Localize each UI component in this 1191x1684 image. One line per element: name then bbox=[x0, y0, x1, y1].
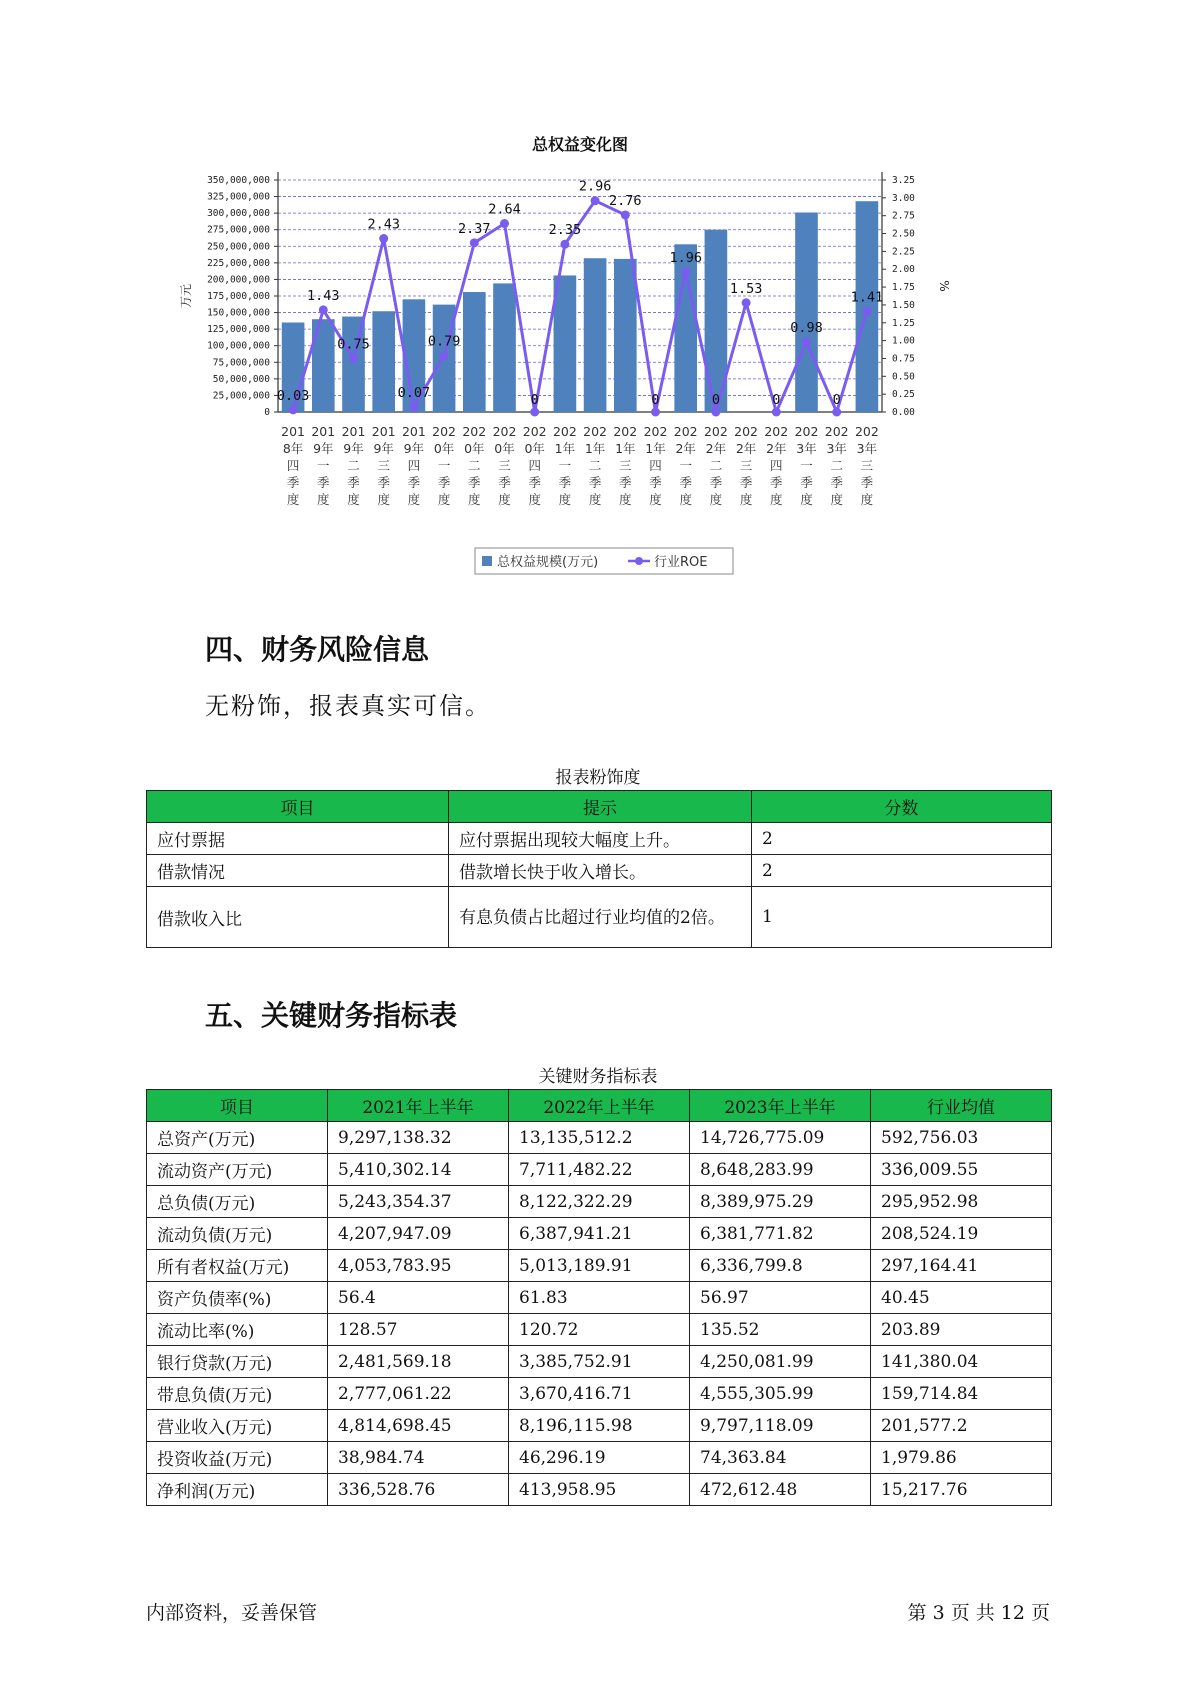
right-axis-tick-label: 2.75 bbox=[892, 210, 915, 222]
key-indicators-table-cell: 56.97 bbox=[690, 1282, 871, 1314]
x-axis-tick-label: 202 0年二季度 bbox=[462, 424, 487, 507]
key-indicators-table-cell: 8,122,322.29 bbox=[509, 1186, 690, 1218]
chart-title: 总权益变化图 bbox=[531, 135, 629, 154]
key-indicators-table-cell: 流动比率(%) bbox=[147, 1314, 328, 1346]
left-axis-tick-label: 250,000,000 bbox=[207, 241, 270, 253]
right-axis-tick-label: 1.00 bbox=[892, 335, 915, 347]
roe-data-label: 2.64 bbox=[488, 201, 521, 218]
table-row bbox=[147, 1282, 1052, 1314]
key-indicators-table-cell: 159,714.84 bbox=[871, 1378, 1052, 1410]
key-indicators-table-header-cell: 2023年上半年 bbox=[690, 1090, 871, 1122]
roe-data-label: 0 bbox=[832, 392, 841, 408]
roe-point bbox=[500, 219, 509, 228]
key-indicators-table-cell: 7,711,482.22 bbox=[509, 1154, 690, 1186]
key-indicators-table-cell: 营业收入(万元) bbox=[147, 1410, 328, 1442]
equity-bar bbox=[795, 212, 818, 412]
right-axis-tick-label: 3.25 bbox=[892, 175, 915, 186]
key-indicators-table-cell: 8,389,975.29 bbox=[690, 1186, 871, 1218]
key-indicators-table-cell: 投资收益(万元) bbox=[147, 1442, 328, 1474]
roe-point bbox=[711, 408, 720, 417]
section4-paragraph: 无粉饰，报表真实可信。 bbox=[205, 692, 491, 720]
roe-point bbox=[742, 298, 751, 307]
x-axis-tick-label: 202 0年四季度 bbox=[522, 424, 547, 507]
key-indicators-table-header-cell: 项目 bbox=[147, 1090, 328, 1122]
key-indicators-table-cell: 带息负债(万元) bbox=[147, 1378, 328, 1410]
x-axis-tick-label: 202 2年二季度 bbox=[703, 424, 728, 507]
equity-bar bbox=[493, 283, 516, 412]
key-indicators-table-cell: 2,481,569.18 bbox=[328, 1346, 509, 1378]
key-indicators-table-cell: 40.45 bbox=[871, 1282, 1052, 1314]
x-axis-tick-label: 202 1年一季度 bbox=[552, 424, 577, 507]
left-axis-tick-label: 325,000,000 bbox=[207, 191, 270, 203]
x-axis-tick-label: 201 9年三季度 bbox=[371, 424, 396, 507]
roe-point bbox=[379, 234, 388, 243]
left-axis-tick-label: 75,000,000 bbox=[212, 357, 270, 369]
roe-point bbox=[681, 268, 690, 277]
left-axis-tick-label: 100,000,000 bbox=[207, 340, 270, 352]
left-axis-tick-label: 350,000,000 bbox=[207, 175, 270, 186]
key-indicators-table-cell: 8,196,115.98 bbox=[509, 1410, 690, 1442]
left-axis-tick-label: 125,000,000 bbox=[207, 324, 270, 336]
roe-data-label: 0.98 bbox=[790, 320, 823, 337]
right-axis-tick-label: 2.50 bbox=[892, 228, 915, 240]
key-indicators-table-cell: 295,952.98 bbox=[871, 1186, 1052, 1218]
legend-line-marker bbox=[635, 557, 643, 565]
key-indicators-table-cell: 46,296.19 bbox=[509, 1442, 690, 1474]
roe-point bbox=[802, 338, 811, 347]
roe-point bbox=[319, 305, 328, 314]
x-axis-tick-label: 202 3年三季度 bbox=[854, 424, 879, 507]
table-row bbox=[147, 1218, 1052, 1250]
key-indicators-table-cell: 208,524.19 bbox=[871, 1218, 1052, 1250]
key-indicators-table-cell: 4,555,305.99 bbox=[690, 1378, 871, 1410]
key-indicators-table-cell: 592,756.03 bbox=[871, 1122, 1052, 1154]
key-indicators-table-cell: 141,380.04 bbox=[871, 1346, 1052, 1378]
key-indicators-table-cell: 6,381,771.82 bbox=[690, 1218, 871, 1250]
table-row bbox=[147, 887, 1052, 948]
legend-line-label: 行业ROE bbox=[654, 555, 708, 570]
roe-data-label: 0.79 bbox=[427, 333, 461, 350]
key-indicators-table-cell: 5,013,189.91 bbox=[509, 1250, 690, 1282]
equity-change-chart bbox=[170, 130, 1030, 590]
key-indicators-table-header-cell: 2021年上半年 bbox=[328, 1090, 509, 1122]
right-axis-tick-label: 0.25 bbox=[892, 389, 915, 401]
key-indicators-table-cell: 4,250,081.99 bbox=[690, 1346, 871, 1378]
window-dressing-table bbox=[146, 790, 1052, 948]
key-indicators-table-cell: 4,207,947.09 bbox=[328, 1218, 509, 1250]
footer-confidential: 内部资料，妥善保管 bbox=[146, 1602, 318, 1624]
key-indicators-table-cell: 流动负债(万元) bbox=[147, 1218, 328, 1250]
legend-bar-label: 总权益规模(万元) bbox=[497, 555, 599, 570]
section4-heading: 四、财务风险信息 bbox=[205, 633, 430, 666]
window-dressing-table-cell: 应付票据 bbox=[147, 823, 449, 855]
x-axis-tick-label: 202 3年一季度 bbox=[794, 424, 819, 507]
roe-data-label: 2.96 bbox=[578, 178, 612, 195]
key-indicators-table-cell: 6,336,799.8 bbox=[690, 1250, 871, 1282]
key-indicators-table-cell: 56.4 bbox=[328, 1282, 509, 1314]
left-axis-tick-label: 275,000,000 bbox=[207, 224, 270, 236]
key-indicators-table-cell: 所有者权益(万元) bbox=[147, 1250, 328, 1282]
window-dressing-table-cell: 有息负债占比超过行业均值的2倍。 bbox=[449, 887, 752, 948]
key-indicators-table-cell: 203.89 bbox=[871, 1314, 1052, 1346]
roe-data-label: 0 bbox=[530, 392, 539, 408]
key-indicators-table-header-cell: 行业均值 bbox=[871, 1090, 1052, 1122]
key-indicators-table-cell: 5,243,354.37 bbox=[328, 1186, 509, 1218]
left-axis-tick-label: 25,000,000 bbox=[212, 390, 270, 402]
key-indicators-table bbox=[146, 1089, 1052, 1506]
table-row bbox=[147, 1154, 1052, 1186]
roe-data-label: 1.43 bbox=[307, 287, 340, 304]
roe-data-label: 1.41 bbox=[850, 289, 884, 306]
key-indicators-table-cell: 总负债(万元) bbox=[147, 1186, 328, 1218]
roe-data-label: 0.75 bbox=[337, 336, 370, 353]
key-indicators-table-caption: 关键财务指标表 bbox=[538, 1067, 658, 1087]
key-indicators-table-cell: 8,648,283.99 bbox=[690, 1154, 871, 1186]
roe-point bbox=[591, 196, 600, 205]
key-indicators-table-cell: 336,528.76 bbox=[328, 1474, 509, 1506]
roe-point bbox=[651, 408, 660, 417]
window-dressing-table-header-cell: 分数 bbox=[752, 791, 1052, 823]
x-axis-tick-label: 202 2年四季度 bbox=[764, 424, 789, 507]
key-indicators-table-cell: 3,385,752.91 bbox=[509, 1346, 690, 1378]
left-axis-tick-label: 175,000,000 bbox=[207, 291, 270, 302]
roe-data-label: 0.03 bbox=[276, 387, 310, 404]
right-axis-tick-label: 2.25 bbox=[892, 246, 915, 258]
x-axis-tick-label: 201 9年四季度 bbox=[401, 424, 426, 507]
roe-data-label: 1.96 bbox=[669, 250, 702, 267]
key-indicators-table-cell: 413,958.95 bbox=[509, 1474, 690, 1506]
key-indicators-table-cell: 4,814,698.45 bbox=[328, 1410, 509, 1442]
table-row bbox=[147, 1122, 1052, 1154]
roe-point bbox=[470, 238, 479, 247]
key-indicators-table-cell: 297,164.41 bbox=[871, 1250, 1052, 1282]
window-dressing-table-cell: 借款收入比 bbox=[147, 887, 449, 948]
right-axis-tick-label: 3.00 bbox=[892, 192, 915, 204]
equity-bar bbox=[372, 311, 395, 412]
roe-point bbox=[349, 354, 358, 363]
key-indicators-table-cell: 13,135,512.2 bbox=[509, 1122, 690, 1154]
window-dressing-table-cell: 应付票据出现较大幅度上升。 bbox=[449, 823, 752, 855]
roe-data-label: 0 bbox=[651, 392, 660, 408]
table-row bbox=[147, 1474, 1052, 1506]
key-indicators-table-cell: 流动资产(万元) bbox=[147, 1154, 328, 1186]
table-row bbox=[147, 823, 1052, 855]
window-dressing-table-header-cell: 提示 bbox=[449, 791, 752, 823]
x-axis-tick-label: 202 1年三季度 bbox=[613, 424, 638, 507]
left-axis-tick-label: 300,000,000 bbox=[207, 208, 270, 220]
x-axis-tick-label: 201 9年二季度 bbox=[341, 424, 366, 507]
roe-data-label: 0 bbox=[772, 392, 781, 408]
right-axis-tick-label: 2.00 bbox=[892, 264, 915, 276]
equity-bar bbox=[463, 292, 486, 412]
left-axis-tick-label: 150,000,000 bbox=[207, 307, 270, 319]
right-axis-tick-label: 1.25 bbox=[892, 317, 915, 329]
key-indicators-table-cell: 128.57 bbox=[328, 1314, 509, 1346]
x-axis-tick-label: 202 3年二季度 bbox=[824, 424, 849, 507]
roe-data-label: 2.37 bbox=[458, 220, 491, 237]
roe-point bbox=[862, 307, 871, 316]
roe-data-label: 1.53 bbox=[729, 280, 763, 297]
window-dressing-table-header-cell: 项目 bbox=[147, 791, 449, 823]
right-axis-label: % bbox=[937, 280, 951, 292]
key-indicators-table-cell: 2,777,061.22 bbox=[328, 1378, 509, 1410]
left-axis-tick-label: 0 bbox=[264, 407, 270, 418]
roe-point bbox=[409, 403, 418, 412]
key-indicators-table-cell: 61.83 bbox=[509, 1282, 690, 1314]
left-axis-tick-label: 200,000,000 bbox=[207, 274, 270, 286]
right-axis-tick-label: 0.50 bbox=[892, 371, 915, 383]
equity-bar bbox=[856, 201, 879, 412]
x-axis-tick-label: 201 8年四季度 bbox=[281, 424, 306, 507]
roe-point bbox=[560, 240, 569, 249]
window-dressing-table-cell: 2 bbox=[752, 823, 1052, 855]
key-indicators-table-cell: 38,984.74 bbox=[328, 1442, 509, 1474]
key-indicators-table-cell: 5,410,302.14 bbox=[328, 1154, 509, 1186]
roe-data-label: 2.35 bbox=[548, 222, 582, 239]
left-axis-tick-label: 225,000,000 bbox=[207, 257, 270, 269]
window-dressing-table-caption: 报表粉饰度 bbox=[555, 768, 641, 788]
x-axis-tick-label: 202 1年四季度 bbox=[643, 424, 668, 507]
key-indicators-table-cell: 336,009.55 bbox=[871, 1154, 1052, 1186]
key-indicators-table-cell: 1,979.86 bbox=[871, 1442, 1052, 1474]
roe-point bbox=[832, 408, 841, 417]
legend-bar-swatch bbox=[482, 556, 492, 566]
roe-point bbox=[440, 351, 449, 360]
window-dressing-table-cell: 2 bbox=[752, 855, 1052, 887]
key-indicators-table-cell: 472,612.48 bbox=[690, 1474, 871, 1506]
roe-point bbox=[621, 210, 630, 219]
table-row bbox=[147, 1442, 1052, 1474]
key-indicators-table-cell: 银行贷款(万元) bbox=[147, 1346, 328, 1378]
section5-heading: 五、关键财务指标表 bbox=[205, 999, 458, 1032]
right-axis-tick-label: 0.75 bbox=[892, 353, 915, 365]
key-indicators-table-cell: 15,217.76 bbox=[871, 1474, 1052, 1506]
table-row bbox=[147, 1250, 1052, 1282]
x-axis-tick-label: 202 0年三季度 bbox=[492, 424, 517, 507]
x-axis-tick-label: 202 0年一季度 bbox=[432, 424, 457, 507]
x-axis-tick-label: 202 1年二季度 bbox=[583, 424, 608, 507]
key-indicators-table-cell: 3,670,416.71 bbox=[509, 1378, 690, 1410]
key-indicators-table-cell: 净利润(万元) bbox=[147, 1474, 328, 1506]
table-row bbox=[147, 1378, 1052, 1410]
right-axis-tick-label: 0.00 bbox=[892, 407, 915, 418]
x-axis-tick-label: 201 9年一季度 bbox=[311, 424, 336, 507]
key-indicators-table-cell: 14,726,775.09 bbox=[690, 1122, 871, 1154]
roe-point bbox=[772, 408, 781, 417]
key-indicators-table-cell: 74,363.84 bbox=[690, 1442, 871, 1474]
window-dressing-table-cell: 1 bbox=[752, 887, 1052, 948]
window-dressing-table-cell: 借款情况 bbox=[147, 855, 449, 887]
left-axis-tick-label: 50,000,000 bbox=[212, 373, 270, 385]
table-row bbox=[147, 1410, 1052, 1442]
footer-page-number: 第 3 页 共 12 页 bbox=[907, 1602, 1050, 1624]
key-indicators-table-cell: 120.72 bbox=[509, 1314, 690, 1346]
roe-point bbox=[289, 405, 298, 414]
key-indicators-table-cell: 9,797,118.09 bbox=[690, 1410, 871, 1442]
equity-bar bbox=[584, 258, 607, 412]
key-indicators-table-cell: 6,387,941.21 bbox=[509, 1218, 690, 1250]
table-row bbox=[147, 1186, 1052, 1218]
key-indicators-table-cell: 9,297,138.32 bbox=[328, 1122, 509, 1154]
key-indicators-table-header-cell: 2022年上半年 bbox=[509, 1090, 690, 1122]
table-row bbox=[147, 1346, 1052, 1378]
roe-data-label: 0.07 bbox=[397, 385, 431, 402]
left-axis-label: 万元 bbox=[179, 283, 193, 309]
right-axis-tick-label: 1.75 bbox=[892, 282, 915, 294]
table-row bbox=[147, 1314, 1052, 1346]
roe-data-label: 0 bbox=[711, 392, 720, 408]
key-indicators-table-cell: 总资产(万元) bbox=[147, 1122, 328, 1154]
key-indicators-table-cell: 135.52 bbox=[690, 1314, 871, 1346]
window-dressing-table-cell: 借款增长快于收入增长。 bbox=[449, 855, 752, 887]
key-indicators-table-cell: 资产负债率(%) bbox=[147, 1282, 328, 1314]
x-axis-tick-label: 202 2年三季度 bbox=[734, 424, 759, 507]
key-indicators-table-cell: 201,577.2 bbox=[871, 1410, 1052, 1442]
roe-point bbox=[530, 408, 539, 417]
roe-data-label: 2.43 bbox=[367, 216, 400, 233]
key-indicators-table-cell: 4,053,783.95 bbox=[328, 1250, 509, 1282]
right-axis-tick-label: 1.50 bbox=[892, 299, 915, 311]
x-axis-tick-label: 202 2年一季度 bbox=[673, 424, 698, 507]
roe-data-label: 2.76 bbox=[609, 192, 642, 209]
equity-bar bbox=[614, 259, 637, 412]
table-row bbox=[147, 855, 1052, 887]
